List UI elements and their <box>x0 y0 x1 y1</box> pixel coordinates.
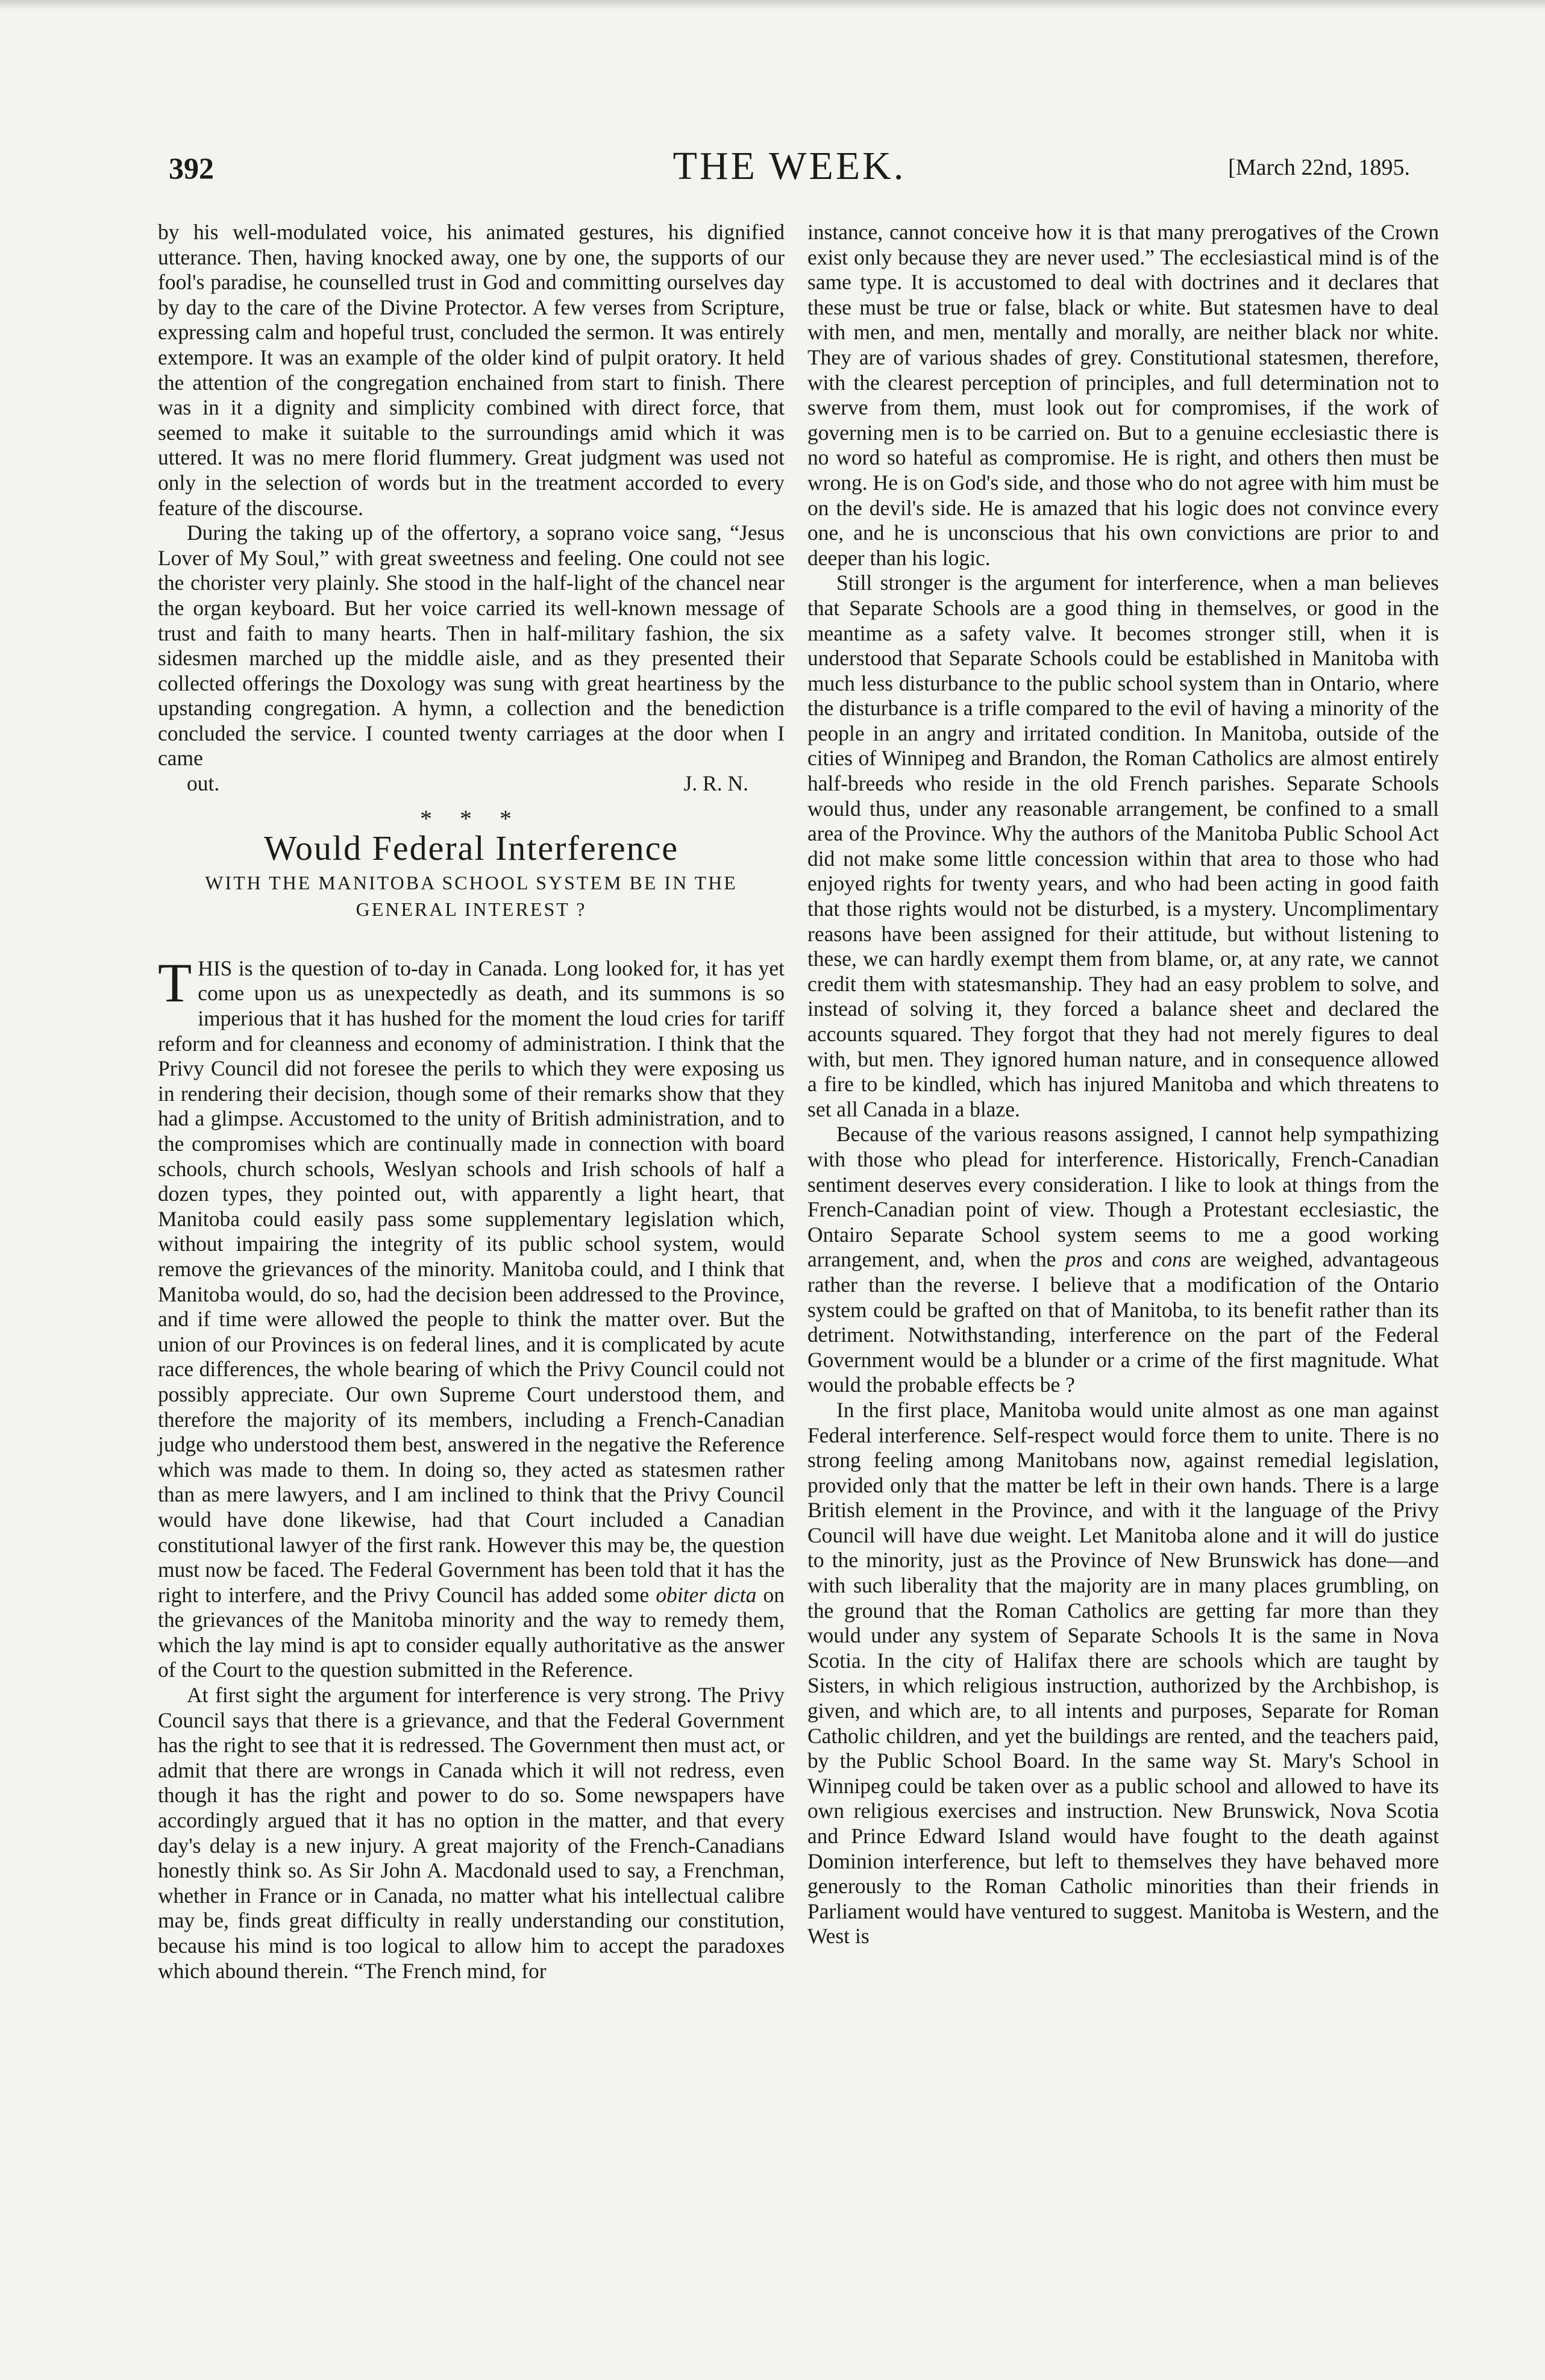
issue-date: [March 22nd, 1895. <box>1228 155 1410 180</box>
right-paragraph-3-end: are weighed, advantageous rather than the reverse. I believe that a modification of the Ontario system could be grafted on that of Manitoba, to its benefit rather than its detriment. Notwithstanding, interference on the part of the Federal Government would be a blunder or a crime of the first magnitude. What would the probable effects be ? <box>807 1247 1440 1397</box>
left-paragraph-1: by his well-modulated voice, his animated gestures, his dignified utterance. Then, having knocked away, one by one, the supports of our fool's paradise, he counselled trust in God and committing ourselves day by day to the care of the Divine Protector. A few verses from Scripture, expressing calm and hopeful trust, concluded the sermon. It was entirely extempore. It was an example of the older kind of pulpit oratory. It held the attention of the congregation enchained from start to finish. There was in it a dignity and simplicity combined with direct force, that seemed to make it suitable to the surroundings amid which it was uttered. It was no mere florid flummery. Great judgment was used not only in the selection of words but in the treatment accorded to every feature of the discourse. <box>158 220 785 520</box>
latin-phrase: obiter dicta <box>656 1582 757 1607</box>
page-number: 392 <box>169 151 214 185</box>
left-paragraph-2-text: During the taking up of the offertory, a soprano voice sang, “Jesus Lover of My Soul,” with great sweetness and feeling. One could not see the chorister very plainly. She stood in the half-light of the chancel near the organ keyboard. But her voice carried its well-known message of trust and faith to many hearts. Then in half-military fashion, the six sidesmen marched up the middle aisle, and as they presented their collected offerings the Doxology was sung with great heartiness by the upstanding congregation. A hymn, a collection and the benediction concluded the service. I counted twenty carriages at the door when I came <box>158 521 785 771</box>
left-column <box>158 220 785 1984</box>
right-paragraph-2: Still stronger is the argument for interference, when a man believes that Separate Schools are a good thing in themselves, or good in the meantime as a safety valve. It becomes stronger still, when it is understood that Separate Schools could be established in Manitoba with much less disturbance to the public school system than in Ontario, where the disturbance is a trifle compared to the evil of having a minority of the people in an angry and irritated condition. In Manitoba, outside of the cities of Winnipeg and Brandon, the Roman Catholics are almost entirely half-breeds who reside in the old French parishes. Separate Schools would thus, under any reasonable arrangement, be confined to a small area of the Province. Why the authors of the Manitoba Public School Act did not make some little concession within that area to those who had enjoyed rights for twenty years, and who had been acting in good faith that those rights would not be disturbed, is a mystery. Uncomplimentary reasons have been assigned for their attitude, but without listening to these, we can hardly exempt them from blame, or, at any rate, we cannot credit them with statesmanship. They had an easy problem to solve, and instead of solving it, they forced a balance sheet and declared the accounts squared. They forgot that they had not merely figures to deal with, but men. They ignored human nature, and in consequence allowed a fire to be kindled, which has injured Manitoba and which threatens to set all Canada in a blaze. <box>807 571 1439 1121</box>
right-column <box>807 220 1439 1949</box>
drop-cap-letter: T <box>158 951 192 1013</box>
right-paragraph-3-start: Because of the various reasons assigned, I cannot help sympathizing with those who plead for interference. Historically, French-Canadian sentiment deserves every consideration. I like to look at things from the French-Canadian point of view. Though a Protestant ecclesiastic, the Ontairo Separate School system seems to me a good working arrangement, and, when the <box>807 1122 1439 1272</box>
page-header <box>169 139 1410 193</box>
left-paragraph-4: At first sight the argument for interference is very strong. The Privy Council says that there is a grievance, and that the Federal Government has the right to see that it is redressed. The Government then must act, or admit that there are wrongs in Canada which it will not redress, even though it has the right and power to do so. Some newspapers have accordingly argued that it has no option in the matter, and that every day's delay is a new injury. A great majority of the French-Canadians honestly think so. As Sir John A. Macdonald used to say, a Frenchman, whether in France or in Canada, no matter what his intellectual calibre may be, finds great difficulty in really understanding our constitution, because his mind is too logical to allow him to accept the paradoxes which abound therein. “The French mind, for <box>158 1683 785 1983</box>
paragraph-last-word: out. <box>187 771 220 796</box>
masthead-title: THE WEEK. <box>672 144 906 188</box>
italic-pros: pros <box>1065 1247 1103 1272</box>
right-paragraph-1: instance, cannot conceive how it is that many prerogatives of the Crown exist only because they are never used.” The ecclesiastical mind is of the same type. It is accustomed to deal with doctrines and it declares that these must be true or false, black or white. But statesmen have to deal with men, and men, mentally and morally, are neither black nor white. They are of various shades of grey. Constitutional statesmen, therefore, with the clearest perception of principles, and full determination not to swerve from them, must look out for compromises, if the work of governing men is to be carried on. But to a genuine ecclesiastic there is no word so hateful as compromise. He is right, and others then must be wrong. He is on God's side, and those who do not agree with him must be on the devil's side. He is amazed that his logic does not convince every one, and he is unconscious that his own convictions are prior to and deeper than his logic. <box>807 220 1439 570</box>
left-paragraph-3 <box>158 951 785 1683</box>
left-paragraph-3-end: on the grievances of the Manitoba minority and the way to remedy them, which the lay mind is apt to consider equally authoritative as the answer of the Court to the question submitted in the Reference. <box>158 1582 785 1682</box>
author-signature: J. R. N. <box>683 771 748 796</box>
left-paragraph-2 <box>158 521 785 771</box>
article-title: Would Federal Interference <box>263 828 679 868</box>
section-separator-stars: * * * <box>420 804 522 832</box>
word-and: and <box>1111 1247 1143 1272</box>
italic-cons: cons <box>1152 1247 1191 1272</box>
right-paragraph-4: In the first place, Manitoba would unite almost as one man against Federal interference. Self-respect would force them to unite. There is no strong feeling among Manitobans now, against remedial legislation, provided only that the matter be left in their own hands. There is a large British element in the Province, and with it the language of the Privy Council will have due weight. Let Manitoba alone and it will do justice to the minority, just as the Province of New Brunswick has done—and with such liberality that the majority are in many places grumbling, on the ground that the Roman Catholics are getting far more than they would under any system of Separate Schools It is the same in Nova Scotia. In the city of Halifax there are schools which are taught by Sisters, in which religious instruction, authorized by the Archbishop, is given, and which are, to all intents and purposes, Separate for Roman Catholic children, and yet the buildings are rented, and the teachers paid, by the Public School Board. In the same way St. Mary's School in Winnipeg could be taken over as a public school and allowed to have its own religious exercises and instruction. New Brunswick, Nova Scotia and Prince Edward Island would have fought to the death against Dominion interference, but left to themselves they have behaved more generously to the Roman Catholic minorities than their friends in Parliament would have ventured to suggest. Manitoba is Western, and the West is <box>807 1397 1439 1949</box>
article-subtitle: WITH THE MANITOBA SCHOOL SYSTEM BE IN THE GENERAL INTEREST ? <box>205 871 738 920</box>
right-paragraph-3 <box>807 1122 1439 1398</box>
signature-line <box>158 771 785 797</box>
left-paragraph-3-text: HIS is the question of to-day in Canada. Long looked for, it has yet come upon us as unexpectedly as death, and its summons is so imperious that it has hushed for the moment the loud cries for tariff reform and for cleanness and economy of administration. I think that the Privy Council did not foresee the perils to which they were exposing us in rendering their decision, though some of their remarks show that they had a glimpse. Accustomed to the unity of British administration, and to the compromises which are continually made in connection with board schools, church schools, Weslyan schools and Irish schools of half a dozen types, they pointed out, with apparently a light heart, that Manitoba could easily pass some supplementary legislation which, without impairing the integrity of its public school system, would remove the grievances of the minority. Manitoba could, and I think that Manitoba would, do so, had the decision been addressed to the Province, and if time were allowed the people to think the matter over. But the union of our Provinces is on federal lines, and it is complicated by acute race differences, the whole bearing of which the Privy Council could not possibly appreciate. Our own Supreme Court understood them, and therefore the majority of its members, including a French-Canadian judge who understood them best, answered in the negative the Reference which was made to them. In doing so, they acted as statesmen rather than as mere lawyers, and I am inclined to think that the Privy Council would have done likewise, had that Court included a Canadian constitutional lawyer of the first rank. However this may be, the question must now be faced. The Federal Government has been told that it has the right to interfere, and the Privy Council has added some <box>158 956 785 1607</box>
top-edge-scan-rule <box>0 0 1545 10</box>
